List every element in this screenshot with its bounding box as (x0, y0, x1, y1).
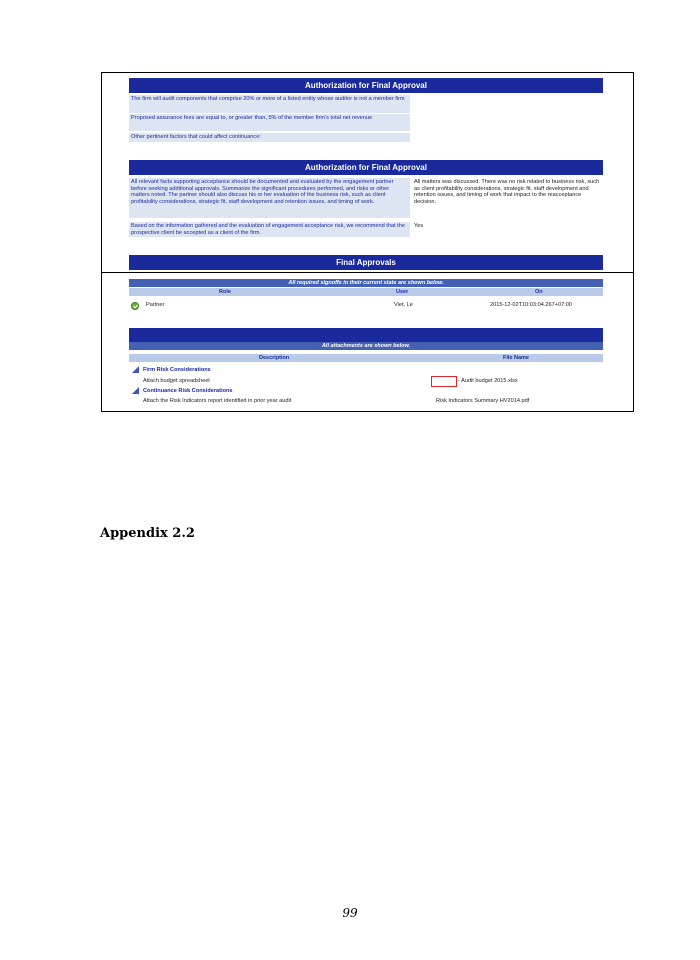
section2-question-1: All relevant facts supporting acceptance should be documented and evaluated by the engagement partner before seeking additional approvals. Summarize the significant procedures performed, and risks or other matters noted. The partner should also discuss his or her evaluation of the business risk, such as client profitability considerations, strategic fit, staff development and retention issues, and timing of work. (131, 179, 394, 205)
signoff-role: Partner (146, 302, 165, 308)
attachment-group-1[interactable]: Firm Risk Considerations (143, 367, 211, 373)
column-on: On (535, 289, 543, 295)
section1-row-2: Proposed assurance fees are equal to, or greater than, 5% of the member firm's total net revenue (131, 115, 373, 121)
column-role: Role (219, 289, 231, 295)
signed-check-icon (131, 302, 139, 310)
signoff-date: 2015-12-02T10:03:04.267+07:00 (490, 302, 572, 308)
attachments-note: All attachments are shown below. (129, 342, 603, 350)
column-description: Description (259, 355, 290, 361)
section1-row-3: Other pertinent factors that could affect continuance: (131, 134, 261, 140)
expand-triangle-icon[interactable] (132, 387, 139, 394)
frame-divider (101, 272, 634, 273)
attachment-file-1[interactable]: - Audit budget 2015.xlsx (458, 378, 518, 384)
expand-triangle-icon[interactable] (132, 366, 139, 373)
appendix-heading: Appendix 2.2 (100, 526, 195, 541)
attachment-file-2[interactable]: Risk Indicators Summary HV2014.pdf (436, 398, 530, 404)
section2-question-2: Based on the information gathered and the evaluation of engagement acceptance risk, we recommend that the prospective client be accepted as a client of the firm. (131, 223, 405, 236)
signoff-user: Viet, Le (394, 302, 413, 308)
section1-header: Authorization for Final Approval (129, 78, 603, 93)
highlight-box (431, 376, 457, 387)
column-file-name: File Name (503, 355, 529, 361)
attachment-group-2[interactable]: Continuance Risk Considerations (143, 388, 233, 394)
attachment-item-1: Attach budget spreadsheet (143, 378, 210, 384)
final-approvals-header: Final Approvals (129, 255, 603, 270)
section2-answer-1: All matters was discussed. There was no risk related to business risk, such as client profitability considerations, strategic fit, staff development and retention issues, and timing of work that impact to the reacceptance decision. (414, 179, 600, 205)
page-number: 99 (342, 906, 358, 920)
column-user: User (396, 289, 409, 295)
attachment-item-2: Attach the Risk Indicators report identified in prior year audit (143, 398, 292, 404)
signoffs-note: All required signoffs in their current state are shown below. (129, 279, 603, 287)
section2-header: Authorization for Final Approval (129, 160, 603, 175)
attachments-column-header (129, 354, 603, 362)
signoffs-column-header (129, 288, 603, 296)
attachments-header (129, 328, 603, 342)
section1-row-1: The firm will audit components that comprise 20% or more of a listed entity whose auditor is not a member firm (131, 96, 405, 102)
section2-answer-2: Yes (414, 223, 424, 229)
